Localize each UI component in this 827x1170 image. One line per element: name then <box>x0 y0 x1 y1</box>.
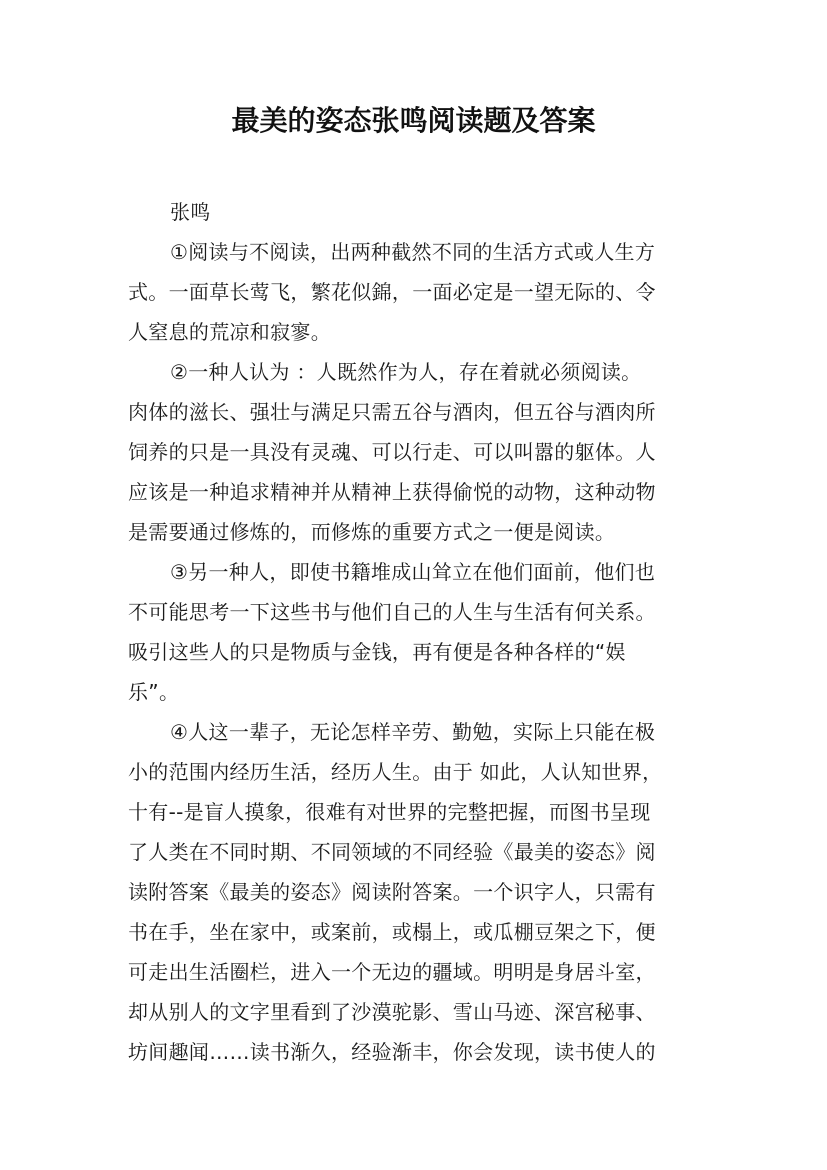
paragraph-4-line: ④人这一辈子，无论怎样辛劳、勤勉，实际上只能在极 <box>170 720 656 744</box>
paragraph-2-line: 应该是一种追求精神并从精神上获得偷悦的动物，这种动物 <box>128 480 656 504</box>
document-title: 最美的姿态张鸣阅读题及答案 <box>231 104 596 137</box>
paragraph-4-line: 了人类在不同时期、不同领域的不同经验《最美的姿态》阅 <box>128 840 656 864</box>
paragraph-4-line: 可走出生活圈栏，进入一个无边的疆域。明明是身居斗室， <box>128 960 656 984</box>
author-line: 张鸣 <box>170 200 211 224</box>
paragraph-2-line: 是需要通过修炼的，而修炼的重要方式之一便是阅读。 <box>128 520 616 544</box>
paragraph-3-line: ③另一种人，即使书籍堆成山耸立在他们面前，他们也 <box>170 560 656 584</box>
paragraph-1-line: ①阅读与不阅读，出两种截然不同的生活方式或人生方 <box>170 240 656 264</box>
paragraph-4-line: 坊间趣闻……读书渐久，经验渐丰，你会发现，读书使人的 <box>128 1040 656 1064</box>
paragraph-2-line: ②一种人认为 ：人既然作为人，存在着就必须阅读。 <box>170 360 642 384</box>
paragraph-2-line: 饲养的只是一具没有灵魂、可以行走、可以叫嚣的躯体。人 <box>128 440 656 464</box>
paragraph-3-line: 吸引这些人的只是物质与金钱，再有便是各种各样的“娱 <box>128 640 626 664</box>
paragraph-4-line: 读附答案《最美的姿态》阅读附答案。一个识字人，只需有 <box>128 880 656 904</box>
paragraph-1-line: 式。一面草长莺飞，繁花似錦，一面必定是一望无际的、令 <box>128 280 656 304</box>
paragraph-2-line: 肉体的滋长、强壮与满足只需五谷与酒肉，但五谷与酒肉所 <box>128 400 656 424</box>
paragraph-4-line: 小的范围内经历生活，经历人生。由于 如此，人认知世界， <box>128 760 663 784</box>
paragraph-4-line: 十有--是盲人摸象，很难有对世界的完整把握，而图书呈现 <box>128 800 651 824</box>
paragraph-4-line: 书在手，坐在家中，或案前，或榻上，或瓜棚豆架之下，便 <box>128 920 656 944</box>
paragraph-3-line: 乐”。 <box>128 680 180 704</box>
paragraph-1-line: 人窒息的荒凉和寂寥。 <box>128 320 331 344</box>
paragraph-3-line: 不可能思考一下这些书与他们自己的人生与生活有何关系。 <box>128 600 656 624</box>
paragraph-4-line: 却从别人的文字里看到了沙漠驼影、雪山马迹、深宫秘事、 <box>128 1000 656 1024</box>
